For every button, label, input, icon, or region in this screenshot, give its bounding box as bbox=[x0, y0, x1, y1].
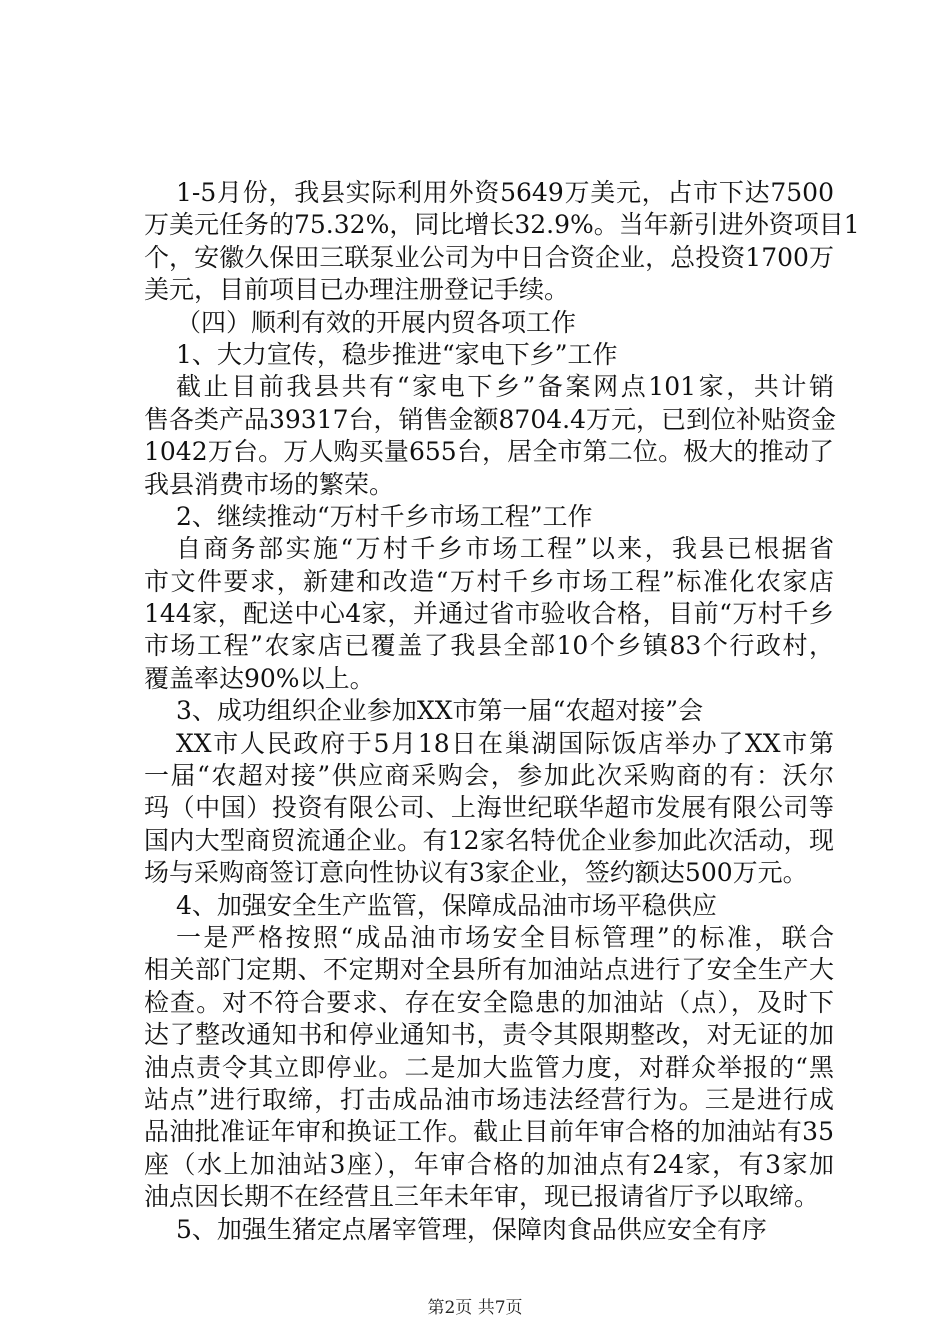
paragraph-line: 个，安徽久保田三联泵业公司为中日合资企业，总投资1700万 bbox=[144, 242, 834, 272]
paragraph-line: 自商务部实施“万村千乡市场工程”以来，我县已根据省 bbox=[176, 534, 834, 564]
paragraph-line: 场与采购商签订意向性协议有3家企业，签约额达500万元。 bbox=[144, 858, 808, 888]
paragraph-line: 相关部门定期、不定期对全县所有加油站点进行了安全生产大 bbox=[144, 955, 834, 985]
paragraph-line: 玛（中国）投资有限公司、上海世纪联华超市发展有限公司等 bbox=[144, 793, 834, 823]
page-number-label: 第2页 共7页 bbox=[427, 1298, 523, 1318]
page-footer bbox=[0, 1298, 950, 1318]
paragraph-line: 售各类产品39317台，销售金额8704.4万元，已到位补贴资金 bbox=[144, 404, 837, 434]
paragraph-line: 市文件要求，新建和改造“万村千乡市场工程”标准化农家店 bbox=[144, 566, 834, 596]
paragraph-line: XX市人民政府于5月18日在巢湖国际饭店举办了XX市第 bbox=[176, 728, 834, 758]
paragraph-line: 1042万台。万人购买量655台，居全市第二位。极大的推动了 bbox=[144, 437, 834, 467]
paragraph-line: 站点”进行取缔，打击成品油市场违法经营行为。三是进行成 bbox=[144, 1084, 834, 1114]
paragraph-line: 国内大型商贸流通企业。有12家名特优企业参加此次活动，现 bbox=[144, 825, 834, 855]
paragraph-line: 检查。对不符合要求、存在安全隐患的加油站（点），及时下 bbox=[144, 987, 834, 1017]
paragraph-line: 截止目前我县共有“家电下乡”备案网点101家，共计销 bbox=[176, 372, 834, 402]
paragraph-line: 1-5月份，我县实际利用外资5649万美元，占市下达7500 bbox=[176, 178, 834, 207]
paragraph-line: 一届“农超对接”供应商采购会，参加此次采购商的有：沃尔 bbox=[144, 761, 834, 791]
paragraph-line: 品油批准证年审和换证工作。截止目前年审合格的加油站有35 bbox=[144, 1117, 834, 1147]
subsection-heading: 4、加强安全生产监管，保障成品油市场平稳供应 bbox=[176, 890, 717, 920]
paragraph-line: 我县消费市场的繁荣。 bbox=[144, 469, 395, 499]
paragraph-line: 座（水上加油站3座），年审合格的加油点有24家，有3家加 bbox=[144, 1149, 834, 1179]
document-body bbox=[144, 177, 860, 1246]
paragraph-line: 美元，目前项目已办理注册登记手续。 bbox=[144, 275, 570, 305]
subsection-heading: 5、加强生猪定点屠宰管理，保障肉食品供应安全有序 bbox=[176, 1214, 767, 1244]
paragraph-line: 达了整改通知书和停业通知书，责令其限期整改，对无证的加 bbox=[144, 1020, 834, 1050]
paragraph-line: 油点责令其立即停业。二是加大监管力度，对群众举报的“黑 bbox=[144, 1052, 834, 1082]
paragraph-line: 覆盖率达90%以上。 bbox=[144, 663, 375, 693]
paragraph-line: 万美元任务的75.32%，同比增长32.9%。当年新引进外资项目1 bbox=[144, 210, 860, 240]
subsection-heading: 2、继续推动“万村千乡市场工程”工作 bbox=[176, 501, 593, 531]
paragraph-line: 油点因长期不在经营且三年未年审，现已报请省厅予以取缔。 bbox=[144, 1182, 820, 1212]
section-heading: （四）顺利有效的开展内贸各项工作 bbox=[176, 307, 577, 337]
paragraph-line: 市场工程”农家店已覆盖了我县全部10个乡镇83个行政村， bbox=[144, 631, 834, 661]
subsection-heading: 3、成功组织企业参加XX市第一届“农超对接”会 bbox=[176, 696, 704, 726]
subsection-heading: 1、大力宣传，稳步推进“家电下乡”工作 bbox=[176, 339, 618, 369]
paragraph-line: 一是严格按照“成品油市场安全目标管理”的标准，联合 bbox=[176, 922, 834, 952]
paragraph-line: 144家，配送中心4家，并通过省市验收合格，目前“万村千乡 bbox=[144, 599, 834, 629]
